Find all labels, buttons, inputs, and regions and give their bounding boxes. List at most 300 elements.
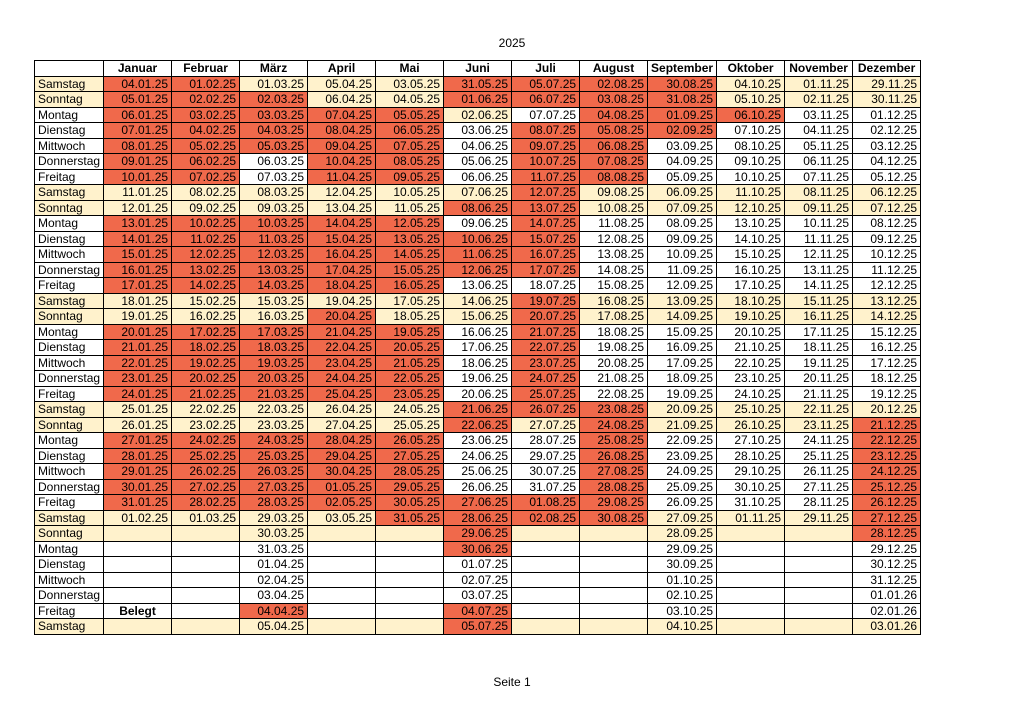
date-cell: 29.11.25 <box>785 510 853 526</box>
date-cell <box>308 572 376 588</box>
date-cell: 22.09.25 <box>648 433 717 449</box>
booked-date-cell: 10.07.25 <box>512 154 580 170</box>
booked-date-cell: 07.01.25 <box>104 123 172 139</box>
date-cell: 27.10.25 <box>717 433 785 449</box>
booked-date-cell: 06.08.25 <box>580 138 648 154</box>
date-cell: 11.08.25 <box>580 216 648 232</box>
date-cell <box>376 526 444 542</box>
booked-date-cell: 13.07.25 <box>512 200 580 216</box>
booked-date-cell: 18.03.25 <box>240 340 308 356</box>
date-cell: 06.11.25 <box>785 154 853 170</box>
booked-date-cell: 10.01.25 <box>104 169 172 185</box>
date-cell: 11.11.25 <box>785 231 853 247</box>
booked-date-cell: 28.08.25 <box>580 479 648 495</box>
date-cell <box>172 572 240 588</box>
date-cell: 09.12.25 <box>853 231 921 247</box>
booked-date-cell: 14.01.25 <box>104 231 172 247</box>
booked-date-cell: 19.03.25 <box>240 355 308 371</box>
date-cell: 11.10.25 <box>717 185 785 201</box>
date-cell: 18.08.25 <box>580 324 648 340</box>
booked-date-cell: 30.06.25 <box>444 541 512 557</box>
table-row <box>35 402 921 418</box>
booked-date-cell: 09.07.25 <box>512 138 580 154</box>
date-cell: 26.04.25 <box>308 402 376 418</box>
date-cell: 22.10.25 <box>717 355 785 371</box>
date-cell: 03.01.26 <box>853 619 921 635</box>
date-cell: 10.09.25 <box>648 247 717 263</box>
month-header: August <box>580 61 648 77</box>
booked-date-cell: 09.05.25 <box>376 169 444 185</box>
date-cell: 11.01.25 <box>104 185 172 201</box>
booked-date-cell: 23.12.25 <box>853 448 921 464</box>
date-cell <box>785 588 853 604</box>
date-cell: 15.02.25 <box>172 293 240 309</box>
booked-date-cell: 24.03.25 <box>240 433 308 449</box>
weekday-label: Donnerstag <box>35 479 104 495</box>
date-cell <box>172 541 240 557</box>
date-cell <box>512 619 580 635</box>
booked-date-cell: 24.01.25 <box>104 386 172 402</box>
booked-date-cell: 29.06.25 <box>444 526 512 542</box>
date-cell: 01.02.25 <box>104 510 172 526</box>
booked-date-cell: 08.08.25 <box>580 169 648 185</box>
booked-date-cell: 15.01.25 <box>104 247 172 263</box>
booked-date-cell: 29.01.25 <box>104 464 172 480</box>
booked-date-cell: 24.08.25 <box>580 417 648 433</box>
date-cell: 16.10.25 <box>717 262 785 278</box>
booked-date-cell: 16.05.25 <box>376 278 444 294</box>
date-cell: 19.12.25 <box>853 386 921 402</box>
date-cell: 24.05.25 <box>376 402 444 418</box>
table-row <box>35 107 921 123</box>
weekday-label: Donnerstag <box>35 154 104 170</box>
booked-date-cell: 14.03.25 <box>240 278 308 294</box>
booked-date-cell: 08.05.25 <box>376 154 444 170</box>
booked-date-cell: 04.01.25 <box>104 76 172 92</box>
date-cell <box>104 557 172 573</box>
date-cell <box>512 541 580 557</box>
date-cell: 24.06.25 <box>444 448 512 464</box>
date-cell: 24.10.25 <box>717 386 785 402</box>
date-cell: 09.08.25 <box>580 185 648 201</box>
date-cell: 04.10.25 <box>648 619 717 635</box>
date-cell: 25.05.25 <box>376 417 444 433</box>
weekday-label: Freitag <box>35 169 104 185</box>
booked-date-cell: 30.04.25 <box>308 464 376 480</box>
date-cell: 02.10.25 <box>648 588 717 604</box>
date-cell: 01.12.25 <box>853 107 921 123</box>
booked-date-cell: 22.01.25 <box>104 355 172 371</box>
date-cell: 29.12.25 <box>853 541 921 557</box>
booked-date-cell: 21.12.25 <box>853 417 921 433</box>
booked-date-cell: 09.01.25 <box>104 154 172 170</box>
booked-date-cell: 27.02.25 <box>172 479 240 495</box>
table-row <box>35 92 921 108</box>
date-cell: 25.10.25 <box>717 402 785 418</box>
weekday-label: Montag <box>35 433 104 449</box>
booked-date-cell: 06.02.25 <box>172 154 240 170</box>
booked-date-cell: 28.12.25 <box>853 526 921 542</box>
booked-date-cell: 31.05.25 <box>444 76 512 92</box>
booked-date-cell: 11.03.25 <box>240 231 308 247</box>
booked-date-cell: 24.02.25 <box>172 433 240 449</box>
booked-date-cell: 25.12.25 <box>853 479 921 495</box>
date-cell: 16.06.25 <box>444 324 512 340</box>
date-cell <box>717 557 785 573</box>
booked-date-cell: 21.07.25 <box>512 324 580 340</box>
date-cell: 26.01.25 <box>104 417 172 433</box>
date-cell <box>104 619 172 635</box>
booked-date-cell: 06.07.25 <box>512 92 580 108</box>
date-cell: 10.08.25 <box>580 200 648 216</box>
booked-date-cell: 02.08.25 <box>580 76 648 92</box>
date-cell: 19.01.25 <box>104 309 172 325</box>
booked-date-cell: 23.04.25 <box>308 355 376 371</box>
date-cell: 21.08.25 <box>580 371 648 387</box>
date-cell: 14.10.25 <box>717 231 785 247</box>
date-cell: 15.12.25 <box>853 324 921 340</box>
weekday-label: Sonntag <box>35 200 104 216</box>
booked-date-cell: 12.03.25 <box>240 247 308 263</box>
date-cell: 05.04.25 <box>308 76 376 92</box>
date-cell: 29.11.25 <box>853 76 921 92</box>
date-cell <box>512 572 580 588</box>
date-cell: 01.07.25 <box>444 557 512 573</box>
booked-date-cell: 25.07.25 <box>512 386 580 402</box>
date-cell <box>376 557 444 573</box>
date-cell <box>512 588 580 604</box>
date-cell: 15.11.25 <box>785 293 853 309</box>
weekday-label: Sonntag <box>35 417 104 433</box>
date-cell: 05.10.25 <box>717 92 785 108</box>
booked-date-cell: 14.07.25 <box>512 216 580 232</box>
date-cell: 25.11.25 <box>785 448 853 464</box>
booked-date-cell: 10.03.25 <box>240 216 308 232</box>
date-cell: 07.10.25 <box>717 123 785 139</box>
table-row <box>35 479 921 495</box>
date-cell <box>308 557 376 573</box>
booked-date-cell: 10.06.25 <box>444 231 512 247</box>
weekday-label: Samstag <box>35 293 104 309</box>
date-cell: 28.10.25 <box>717 448 785 464</box>
date-cell: 20.10.25 <box>717 324 785 340</box>
date-cell <box>580 619 648 635</box>
booked-date-cell: 11.06.25 <box>444 247 512 263</box>
booked-date-cell: 03.08.25 <box>580 92 648 108</box>
table-row <box>35 231 921 247</box>
booked-date-cell: 23.05.25 <box>376 386 444 402</box>
date-cell: 18.10.25 <box>717 293 785 309</box>
booked-date-cell: 20.07.25 <box>512 309 580 325</box>
booked-date-cell: 15.04.25 <box>308 231 376 247</box>
table-row <box>35 557 921 573</box>
date-cell: 12.01.25 <box>104 200 172 216</box>
booked-date-cell: 20.05.25 <box>376 340 444 356</box>
weekday-label: Dienstag <box>35 448 104 464</box>
date-cell: 14.08.25 <box>580 262 648 278</box>
date-cell: 27.04.25 <box>308 417 376 433</box>
date-cell: 18.06.25 <box>444 355 512 371</box>
booked-date-cell: 24.04.25 <box>308 371 376 387</box>
weekday-label: Freitag <box>35 495 104 511</box>
month-header: Mai <box>376 61 444 77</box>
date-cell: 03.07.25 <box>444 588 512 604</box>
date-cell: 13.09.25 <box>648 293 717 309</box>
table-row <box>35 76 921 92</box>
booked-date-cell: 08.01.25 <box>104 138 172 154</box>
booked-date-cell: 26.05.25 <box>376 433 444 449</box>
booked-date-cell: 28.03.25 <box>240 495 308 511</box>
booked-date-cell: 26.07.25 <box>512 402 580 418</box>
table-row <box>35 154 921 170</box>
date-cell: 10.05.25 <box>376 185 444 201</box>
booked-date-cell: 11.07.25 <box>512 169 580 185</box>
booked-date-cell: 27.01.25 <box>104 433 172 449</box>
weekday-label: Montag <box>35 541 104 557</box>
date-cell: 04.09.25 <box>648 154 717 170</box>
date-cell: 28.11.25 <box>785 495 853 511</box>
date-cell: 20.08.25 <box>580 355 648 371</box>
booked-date-cell: 01.02.25 <box>172 76 240 92</box>
booked-date-cell: 09.04.25 <box>308 138 376 154</box>
month-header: Dezember <box>853 61 921 77</box>
date-cell: 27.11.25 <box>785 479 853 495</box>
date-cell: 24.09.25 <box>648 464 717 480</box>
date-cell: 11.09.25 <box>648 262 717 278</box>
date-cell: 30.12.25 <box>853 557 921 573</box>
booked-date-cell: 23.08.25 <box>580 402 648 418</box>
booked-date-cell: 30.08.25 <box>648 76 717 92</box>
weekday-label: Samstag <box>35 402 104 418</box>
date-cell: 04.05.25 <box>376 92 444 108</box>
date-cell: 29.09.25 <box>648 541 717 557</box>
table-row <box>35 603 921 619</box>
date-cell: 09.11.25 <box>785 200 853 216</box>
date-cell: 27.07.25 <box>512 417 580 433</box>
weekday-label: Montag <box>35 324 104 340</box>
date-cell: 03.06.25 <box>444 123 512 139</box>
date-cell <box>172 603 240 619</box>
booked-date-cell: 17.01.25 <box>104 278 172 294</box>
date-cell: 05.06.25 <box>444 154 512 170</box>
weekday-label: Sonntag <box>35 309 104 325</box>
date-cell: 01.01.26 <box>853 588 921 604</box>
date-cell: 02.06.25 <box>444 107 512 123</box>
date-cell <box>785 572 853 588</box>
date-cell: 22.02.25 <box>172 402 240 418</box>
booked-date-cell: 04.04.25 <box>240 603 308 619</box>
booked-date-cell: 05.03.25 <box>240 138 308 154</box>
date-cell: 06.06.25 <box>444 169 512 185</box>
booked-date-cell: 31.01.25 <box>104 495 172 511</box>
booked-date-cell: 03.03.25 <box>240 107 308 123</box>
date-cell: 04.12.25 <box>853 154 921 170</box>
date-cell: 08.11.25 <box>785 185 853 201</box>
date-cell: 20.09.25 <box>648 402 717 418</box>
booked-date-cell: 26.12.25 <box>853 495 921 511</box>
date-cell: 30.07.25 <box>512 464 580 480</box>
booked-date-cell: 23.07.25 <box>512 355 580 371</box>
table-row <box>35 309 921 325</box>
date-cell: 25.06.25 <box>444 464 512 480</box>
legend-booked: Belegt <box>104 603 172 619</box>
date-cell: 31.03.25 <box>240 541 308 557</box>
date-cell <box>172 526 240 542</box>
date-cell: 06.12.25 <box>853 185 921 201</box>
booked-date-cell: 21.06.25 <box>444 402 512 418</box>
date-cell: 12.12.25 <box>853 278 921 294</box>
booked-date-cell: 08.04.25 <box>308 123 376 139</box>
booked-date-cell: 29.04.25 <box>308 448 376 464</box>
date-cell: 18.09.25 <box>648 371 717 387</box>
weekday-label: Samstag <box>35 510 104 526</box>
booked-date-cell: 24.12.25 <box>853 464 921 480</box>
calendar-body <box>35 76 921 634</box>
booked-date-cell: 12.02.25 <box>172 247 240 263</box>
date-cell: 03.11.25 <box>785 107 853 123</box>
date-cell: 16.11.25 <box>785 309 853 325</box>
table-row <box>35 526 921 542</box>
booked-date-cell: 22.04.25 <box>308 340 376 356</box>
booked-date-cell: 14.04.25 <box>308 216 376 232</box>
date-cell: 23.10.25 <box>717 371 785 387</box>
booked-date-cell: 22.07.25 <box>512 340 580 356</box>
date-cell: 19.06.25 <box>444 371 512 387</box>
booked-date-cell: 07.05.25 <box>376 138 444 154</box>
date-cell: 05.11.25 <box>785 138 853 154</box>
table-row <box>35 417 921 433</box>
booked-date-cell: 04.03.25 <box>240 123 308 139</box>
table-row <box>35 200 921 216</box>
date-cell <box>104 572 172 588</box>
booked-date-cell: 12.06.25 <box>444 262 512 278</box>
date-cell: 29.10.25 <box>717 464 785 480</box>
date-cell: 23.09.25 <box>648 448 717 464</box>
booked-date-cell: 02.03.25 <box>240 92 308 108</box>
date-cell: 07.06.25 <box>444 185 512 201</box>
table-row <box>35 324 921 340</box>
date-cell <box>580 603 648 619</box>
date-cell <box>580 557 648 573</box>
date-cell: 12.04.25 <box>308 185 376 201</box>
date-cell: 14.09.25 <box>648 309 717 325</box>
date-cell <box>717 603 785 619</box>
date-cell <box>512 603 580 619</box>
date-cell <box>308 603 376 619</box>
booked-date-cell: 14.05.25 <box>376 247 444 263</box>
date-cell: 10.11.25 <box>785 216 853 232</box>
date-cell: 02.11.25 <box>785 92 853 108</box>
booked-date-cell: 05.05.25 <box>376 107 444 123</box>
date-cell: 18.07.25 <box>512 278 580 294</box>
month-header: Oktober <box>717 61 785 77</box>
booked-date-cell: 25.08.25 <box>580 433 648 449</box>
date-cell: 13.04.25 <box>308 200 376 216</box>
date-cell: 07.07.25 <box>512 107 580 123</box>
booked-date-cell: 02.05.25 <box>308 495 376 511</box>
table-row <box>35 169 921 185</box>
table-row <box>35 448 921 464</box>
booked-date-cell: 17.03.25 <box>240 324 308 340</box>
weekday-label: Montag <box>35 216 104 232</box>
booked-date-cell: 13.01.25 <box>104 216 172 232</box>
booked-date-cell: 07.08.25 <box>580 154 648 170</box>
table-row <box>35 464 921 480</box>
date-cell: 01.03.25 <box>172 510 240 526</box>
date-cell: 20.12.25 <box>853 402 921 418</box>
date-cell <box>308 588 376 604</box>
month-header: September <box>648 61 717 77</box>
date-cell: 28.09.25 <box>648 526 717 542</box>
date-cell <box>376 603 444 619</box>
date-cell: 09.03.25 <box>240 200 308 216</box>
date-cell: 07.09.25 <box>648 200 717 216</box>
weekday-label: Mittwoch <box>35 464 104 480</box>
table-row <box>35 138 921 154</box>
booked-date-cell: 07.02.25 <box>172 169 240 185</box>
date-cell <box>717 526 785 542</box>
booked-date-cell: 02.02.25 <box>172 92 240 108</box>
booked-date-cell: 18.04.25 <box>308 278 376 294</box>
date-cell: 09.09.25 <box>648 231 717 247</box>
booked-date-cell: 06.10.25 <box>717 107 785 123</box>
date-cell: 01.03.25 <box>240 76 308 92</box>
booked-date-cell: 11.04.25 <box>308 169 376 185</box>
booked-date-cell: 02.08.25 <box>512 510 580 526</box>
booked-date-cell: 05.07.25 <box>512 76 580 92</box>
table-row <box>35 386 921 402</box>
date-cell: 14.06.25 <box>444 293 512 309</box>
date-cell <box>308 541 376 557</box>
table-row <box>35 495 921 511</box>
date-cell: 22.03.25 <box>240 402 308 418</box>
booked-date-cell: 04.02.25 <box>172 123 240 139</box>
booked-date-cell: 06.05.25 <box>376 123 444 139</box>
date-cell: 20.11.25 <box>785 371 853 387</box>
booked-date-cell: 27.06.25 <box>444 495 512 511</box>
booked-date-cell: 16.04.25 <box>308 247 376 263</box>
booked-date-cell: 04.07.25 <box>444 603 512 619</box>
date-cell: 17.06.25 <box>444 340 512 356</box>
booked-date-cell: 23.01.25 <box>104 371 172 387</box>
date-cell: 08.09.25 <box>648 216 717 232</box>
date-cell: 09.10.25 <box>717 154 785 170</box>
table-row <box>35 433 921 449</box>
booked-date-cell: 25.02.25 <box>172 448 240 464</box>
booked-date-cell: 05.02.25 <box>172 138 240 154</box>
booked-date-cell: 28.04.25 <box>308 433 376 449</box>
date-cell: 25.01.25 <box>104 402 172 418</box>
date-cell <box>785 557 853 573</box>
date-cell: 13.12.25 <box>853 293 921 309</box>
booked-date-cell: 19.07.25 <box>512 293 580 309</box>
date-cell: 14.12.25 <box>853 309 921 325</box>
booked-date-cell: 28.02.25 <box>172 495 240 511</box>
date-cell: 16.12.25 <box>853 340 921 356</box>
date-cell: 12.10.25 <box>717 200 785 216</box>
date-cell: 19.08.25 <box>580 340 648 356</box>
date-cell: 26.10.25 <box>717 417 785 433</box>
date-cell <box>580 526 648 542</box>
date-cell: 03.09.25 <box>648 138 717 154</box>
date-cell: 02.01.26 <box>853 603 921 619</box>
date-cell: 07.11.25 <box>785 169 853 185</box>
booked-date-cell: 31.08.25 <box>648 92 717 108</box>
date-cell: 17.12.25 <box>853 355 921 371</box>
page-footer: Seite 1 <box>493 675 531 689</box>
booked-date-cell: 20.04.25 <box>308 309 376 325</box>
date-cell: 08.03.25 <box>240 185 308 201</box>
